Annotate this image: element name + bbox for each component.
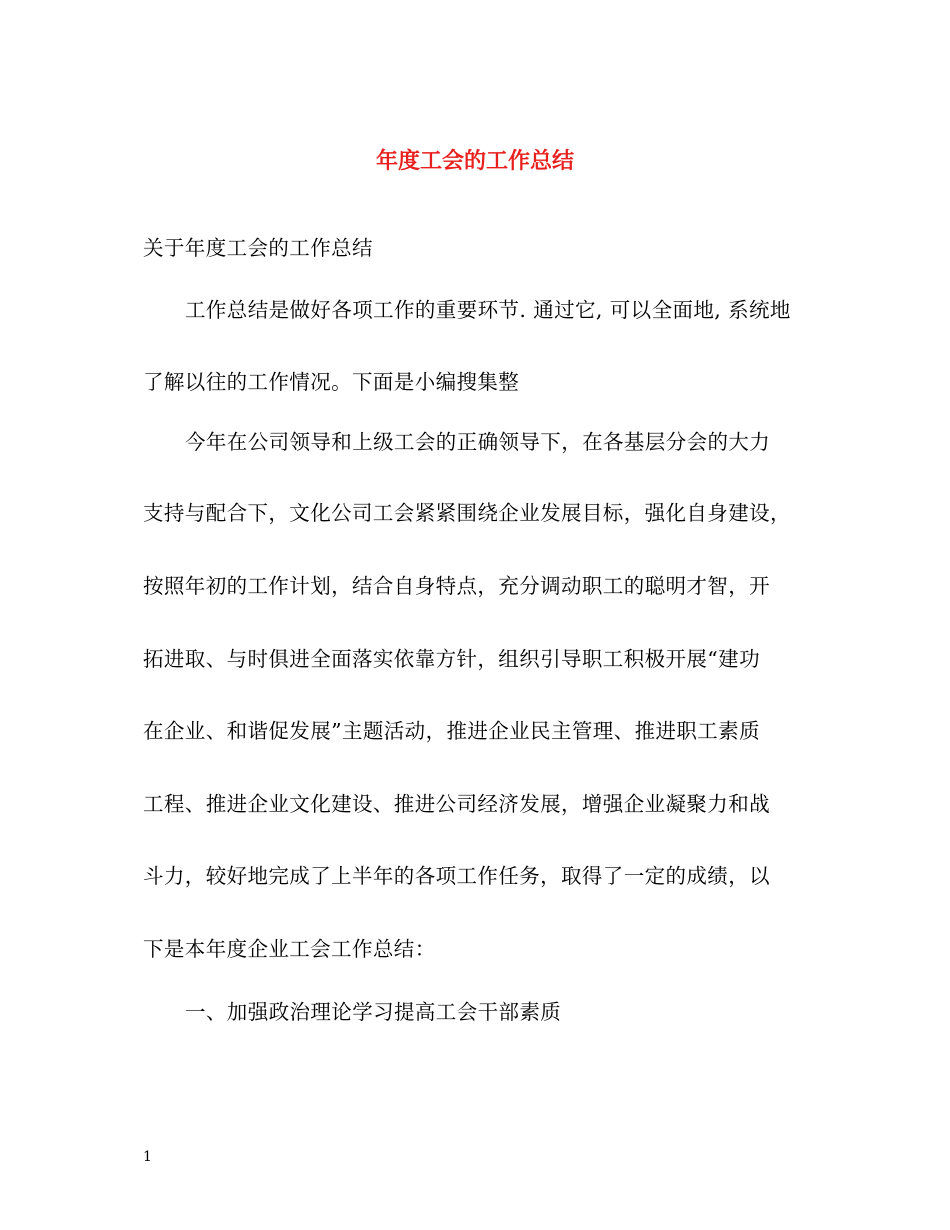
page-number: 1 xyxy=(143,1149,152,1165)
paragraph-line-7: 在企业、和谐促发展”主题活动，推进企业民主管理、推进职工素质 xyxy=(143,719,760,743)
section-heading: 一、加强政治理论学习提高工会干部素质 xyxy=(185,1000,562,1024)
paragraph-line-1: 工作总结是做好各项工作的重要环节. 通过它, 可以全面地, 系统地 xyxy=(185,298,791,322)
document-subtitle: 关于年度工会的工作总结 xyxy=(143,236,373,260)
paragraph-line-9: 斗力，较好地完成了上半年的各项工作任务，取得了一定的成绩，以 xyxy=(143,864,770,888)
paragraph-line-3: 今年在公司领导和上级工会的正确领导下，在各基层分会的大力 xyxy=(185,430,771,454)
paragraph-line-2: 了解以往的工作情况。下面是小编搜集整 xyxy=(143,370,520,394)
paragraph-line-4: 支持与配合下，文化公司工会紧紧围绕企业发展目标，强化自身建设， xyxy=(143,501,791,525)
paragraph-line-6: 拓进取、与时俱进全面落实依靠方针，组织引导职工积极开展“建功 xyxy=(143,647,760,671)
paragraph-line-10: 下是本年度企业工会工作总结： xyxy=(143,937,436,961)
paragraph-line-8: 工程、推进企业文化建设、推进公司经济发展，增强企业凝聚力和战 xyxy=(143,792,770,816)
paragraph-line-5: 按照年初的工作计划，结合自身特点，充分调动职工的聪明才智，开 xyxy=(143,574,770,598)
document-title: 年度工会的工作总结 xyxy=(375,148,574,174)
